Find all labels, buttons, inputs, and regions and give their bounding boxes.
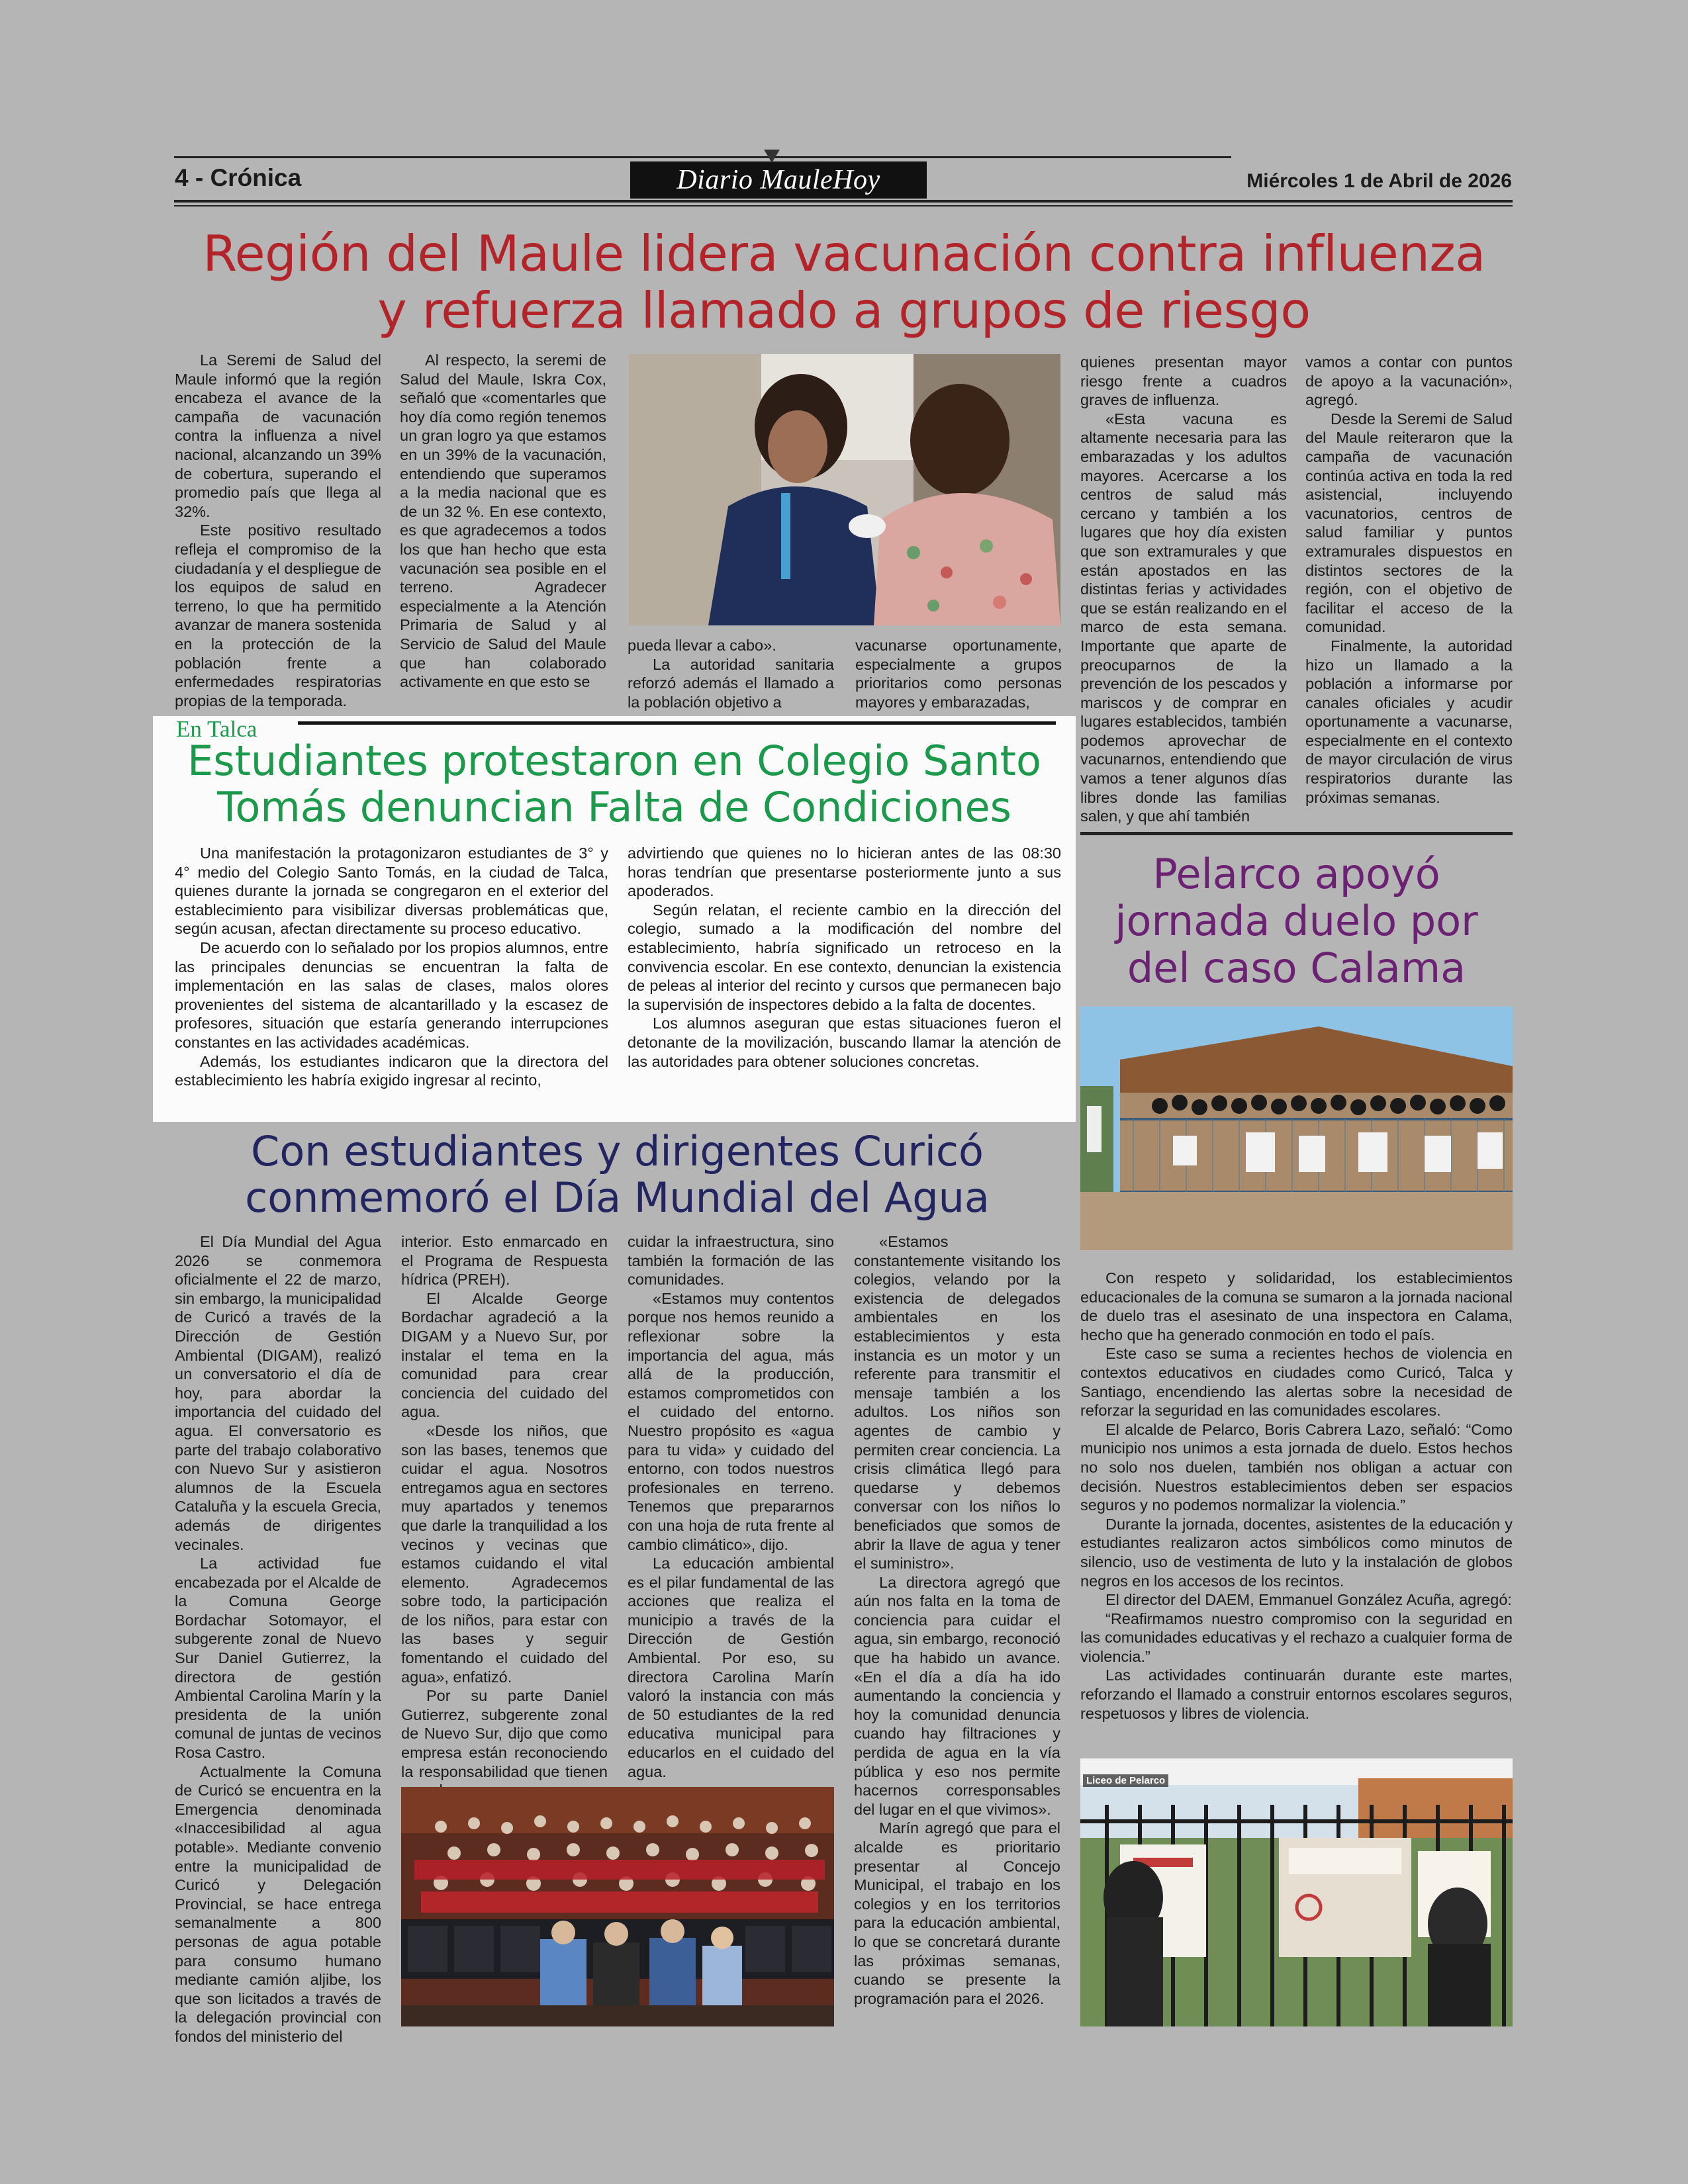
article3-headline-line1: Con estudiantes y dirigentes Curicó <box>251 1127 984 1175</box>
article1-column-3 <box>628 636 834 711</box>
article1-headline-line2: y refuerza llamado a grupos de riesgo <box>377 281 1311 340</box>
article3-headline-line2: conmemoró el Día Mundial del Agua <box>245 1173 990 1222</box>
paragraph: «Estamos constantemente visitando los colegios, velando por la existencia de delegados ambientales en los establecimientos y esta instancia es un motor y un referente para transmitir el mensaje también a los adultos. Los niños son agentes de cambio y permiten crear conciencia. La crisis climática llegó para quedarse y debemos conversar con los niños lo beneficiados que somos de abrir la llave de agua y tener el suministro». <box>854 1233 1060 1572</box>
article1-column-6 <box>1305 353 1513 807</box>
paragraph: «Esta vacuna es altamente necesaria para las embarazadas y los adultos mayores. Acercarse a los centros de salud más cercano y también a los lugares que hoy día existen que son extramurales y que están apostados en las distintas ferias y actividades que se están realizando en el marco de esta semana. Importante que aparte de preocuparnos de la prevención de los pescados y mariscos y de comprar en lugares establecidos, también podemos aprovechar de vacunarnos, entendiendo que vamos a tener algunos días libres donde las familias salen, y que ahí también <box>1080 410 1287 825</box>
paragraph: vamos a contar con puntos de apoyo a la vacunación», agregó. <box>1305 353 1513 409</box>
article4-headline-line1: Pelarco apoyó <box>1152 850 1440 898</box>
article1-headline <box>165 225 1523 339</box>
article1-column-4 <box>855 636 1062 711</box>
logo-text: Diario MauleHoy <box>677 165 880 195</box>
paragraph: Una manifestación la protagonizaron estudiantes de 3° y 4° medio del Colegio Santo Tomás, en la ciudad de Talca, quienes durante la jornada se congregaron en el exterior del establecimiento para visibilizar diversas problemáticas que, según acusan, afectan directamente su proceso educativo. <box>175 844 608 938</box>
paragraph: Marín agregó que para el alcalde es prioritario presentar al Concejo Municipal, el trabajo en los colegios y en los territorios para la educación ambiental, lo que se concretará durante las próximas semanas, cuando se presente la programación para el 2026. <box>854 1819 1060 2007</box>
students-fence-photo <box>1080 1758 1513 2026</box>
paragraph: cuidar la infraestructura, sino también la formación de las comunidades. <box>628 1233 834 1289</box>
article2-headline-line1: Estudiantes protestaron en Colegio Santo <box>187 737 1041 785</box>
article4-body <box>1080 1269 1513 1723</box>
article2-headline-line2: Tomás denuncian Falta de Condiciones <box>217 783 1011 831</box>
article2-column-2 <box>628 844 1061 1071</box>
paragraph: Las actividades continuarán durante este martes, reforzando el llamado a construir entornos escolares seguros, respetuosos y libres de violencia. <box>1080 1666 1513 1722</box>
paragraph: Actualmente la Comuna de Curicó se encuentra en la Emergencia denominada «Inaccesibilidad al agua potable». Mediante convenio entre la municipalidad de Curicó y Delegación Provincial, se hace entrega semanalmente a 800 personas de agua potable para consumo humano mediante camión aljibe, los que son licitados a través de la delegación provincial con fondos del ministerio del <box>175 1762 381 2045</box>
paragraph: El Día Mundial del Agua 2026 se conmemora oficialmente el 22 de marzo, sin embargo, la municipalidad de Curicó a través de la Dirección de Gestión Ambiental (DIGAM), realizó un conversatorio el día de hoy, para abordar la importancia del cuidado del agua. El conversatorio es parte del trabajo colaborativo con Nuevo Sur y asistieron alumnos de la Escuela Cataluña y la escuela Grecia, además de dirigentes vecinales. <box>175 1233 381 1553</box>
article4-top-rule <box>1080 832 1513 835</box>
masthead-bottom-rule <box>174 200 1513 203</box>
article2-kicker-rule <box>298 721 1056 725</box>
article1-headline-line1: Región del Maule lidera vacunación contra influenza <box>203 224 1485 283</box>
photo-caption: Liceo de Pelarco <box>1083 1774 1168 1787</box>
paragraph: interior. Esto enmarcado en el Programa de Respuesta hídrica (PREH). <box>401 1233 608 1289</box>
paragraph: Por su parte Daniel Gutierrez, subgerente zonal de Nuevo Sur, dijo que como empresa están reconociendo la responsabilidad que tienen <box>401 1687 608 1780</box>
article2-headline <box>153 738 1076 831</box>
paragraph: «Desde los niños, que son las bases, tenemos que cuidar el agua. Nosotros entregamos agua en sectores muy apartados y tenemos que darle la tranquilidad a los vecinos y vecinas que estamos cuidando el vital elemento. Agradecemos sobre todo, la participación de los niños, para estar con las bases y seguir fomentando el cuidado del agua», enfatizó. <box>401 1422 608 1686</box>
article1-column-2 <box>400 351 606 692</box>
article3-column-2 <box>401 1232 608 1800</box>
article3-column-1 <box>175 1232 381 2046</box>
paragraph: Durante la jornada, docentes, asistentes de la educación y estudiantes realizaron actos simbólicos como minutos de silencio, uso de vestimenta de luto y la instalación de globos negros en los accesos de los recintos. <box>1080 1515 1513 1590</box>
paragraph: El alcalde de Pelarco, Boris Cabrera Lazo, señaló: “Como municipio nos unimos a esta jornada de duelo. Estos hechos no solo nos duelen, también nos obligan a actuar con decisión. Nuestros establecimientos deben ser espacios seguros y no podemos normalizar la violencia.” <box>1080 1420 1513 1514</box>
paragraph: Este positivo resultado refleja el compromiso de la ciudadanía y el despliegue de los equipos de salud en terreno, lo que ha permitido avanzar de manera sostenida en la protección de la población frente a enfermedades respiratorias propias de la temporada. <box>175 522 381 709</box>
paragraph: Con respeto y solidaridad, los establecimientos educacionales de la comuna se sumaron a la jornada nacional de duelo tras el asesinato de una inspectora en Calama, hecho que ha generado conmoción en todo el país. <box>1080 1269 1513 1343</box>
paragraph: “Reafirmamos nuestro compromiso con la seguridad en las comunidades educativas y el rechazo a cualquier forma de violencia.” <box>1080 1610 1513 1665</box>
vaccination-photo <box>629 354 1060 625</box>
paragraph: La directora agregó que aún nos falta en la toma de conciencia para cuidar el agua, sin embargo, reconoció que ha habido un avance. «En el día a día ha ido aumentando la conciencia y hoy la comunidad denuncia cuando hay filtraciones y perdida de agua en la vía pública y eso nos permite hacernos corresponsables del lugar en el que vivimos». <box>854 1573 1060 1818</box>
paragraph: El Alcalde George Bordachar agradeció a la DIGAM y a Nuevo Sur, por instalar el tema en la comunidad para crear conciencia del cuidado del agua. <box>401 1289 608 1421</box>
paragraph: Desde la Seremi de Salud del Maule reiteraron que la campaña de vacunación continúa activa en toda la red asistencial, incluyendo vacunatorios, centros de salud familiar y puntos extramurales dispuestos en distintos sectores de la región, con el objetivo de facilitar el acceso de la comunidad. <box>1305 410 1513 636</box>
logo-pin-icon <box>764 150 780 163</box>
article4-headline-line3: del caso Calama <box>1127 944 1466 992</box>
paragraph: Este caso se suma a recientes hechos de violencia en contextos educativos en ciudades como Curicó, Talca y Santiago, encendiendo las alertas sobre la necesidad de reforzar la seguridad en las comunidades escolares. <box>1080 1345 1513 1420</box>
paragraph: Según relatan, el reciente cambio en la dirección del colegio, sumado a la modificación del nombre del establecimiento, habría significado un retroceso en la convivencia escolar. En ese contexto, denuncian la existencia de peleas al interior del recinto y cursos que permanecen bajo la supervisión de inspectores debido a la falta de docentes. <box>628 901 1061 1013</box>
article4-headline-line2: jornada duelo por <box>1115 897 1478 945</box>
paragraph: Además, los estudiantes indicaron que la directora del establecimiento les habría exigido ingresar al recinto, <box>175 1052 608 1089</box>
paragraph: Los alumnos aseguran que estas situaciones fueron el detonante de la movilización, buscando llamar la atención de las autoridades para obtener soluciones concretas. <box>628 1015 1061 1070</box>
paragraph: Al respecto, la seremi de Salud del Maule, Iskra Cox, señaló que «comentarles que hoy día como región tenemos un gran logro ya que estamos en un 39% de la vacunación, entendiendo que superamos a la media nacional que es de un 32 %. En ese contexto, es que agradecemos a todos los que han hecho que esta vacunación sea posible en el terreno. Agradecer especialmente a la Atención Primaria de Salud y al Servicio de Salud del Maule que han colaborado activamente en que esto se <box>400 351 606 691</box>
article1-column-5 <box>1080 353 1287 826</box>
masthead-bottom-rule-thin <box>174 205 1513 206</box>
article2-kicker: En Talca <box>176 716 258 742</box>
paragraph: vacunarse oportunamente, especialmente a grupos prioritarios como personas mayores y embarazadas, <box>855 637 1062 711</box>
paragraph: advirtiendo que quienes no lo hicieran antes de las 08:30 horas tendrían que presentarse posteriormente junto a sus apoderados. <box>628 844 1061 900</box>
article3-column-4 <box>854 1232 1060 2008</box>
paragraph: pueda llevar a cabo». <box>628 637 776 654</box>
auditorium-group-photo <box>401 1787 834 2026</box>
article4-headline <box>1080 850 1513 991</box>
page-section: 4 - Crónica <box>175 164 302 191</box>
article3-headline <box>159 1128 1076 1221</box>
article2-column-1 <box>175 844 608 1090</box>
article1-column-1 <box>175 351 381 710</box>
newspaper-logo <box>630 161 927 199</box>
masthead-top-rule <box>174 156 1231 158</box>
issue-date: Miércoles 1 de Abril de 2026 <box>1246 170 1512 192</box>
article3-column-3 <box>628 1232 834 1781</box>
paragraph: La Seremi de Salud del Maule informó que la región encabeza el avance de la campaña de vacunación contra la influenza a nivel nacional, alcanzando un 39% de cobertura, superando el promedio país que llega al 32%. <box>175 351 381 520</box>
paragraph: De acuerdo con lo señalado por los propios alumnos, entre las principales denuncias se encuentran la falta de implementación en las salas de clases, malos olores provenientes del sistema de alcantarillado y la escasez de profesores, situación que estaría generando interrupciones constantes en las actividades académicas. <box>175 938 608 1051</box>
paragraph: quienes presentan mayor riesgo frente a cuadros graves de influenza. <box>1080 353 1287 409</box>
school-balloons-photo <box>1080 1007 1513 1250</box>
paragraph: La actividad fue encabezada por el Alcalde de la Comuna George Bordachar Sotomayor, el subgerente zonal de Nuevo Sur Daniel Gutierrez, la directora de gestión Ambiental Carolina Marín y la presidenta de la unión comunal de juntas de vecinos Rosa Castro. <box>175 1555 381 1762</box>
paragraph: El director del DAEM, Emmanuel González Acuña, agregó: <box>1105 1591 1512 1609</box>
paragraph: La autoridad sanitaria reforzó además el llamado a la población objetivo a <box>628 655 834 711</box>
paragraph: La educación ambiental es el pilar fundamental de las acciones que realiza el municipio a través de la Dirección de Gestión Ambiental. Por eso, su directora Carolina Marín valoró la instancia con más de 50 estudiantes de la red educativa municipal para educarlos en el cuidado del agua. <box>628 1555 834 1780</box>
paragraph: «Estamos muy contentos porque nos hemos reunido a reflexionar sobre la importancia del agua, más allá de la producción, estamos comprometidos con el cuidado del entorno. Nuestro propósito es «agua para tu vida» y cuidado del entorno, con todos nuestros profesionales en terreno. Tenemos que prepararnos con una hoja de ruta frente al cambio climático», dijo. <box>628 1289 834 1553</box>
paragraph: Finalmente, la autoridad hizo un llamado a la población a informarse por canales oficiales y acudir oportunamente a vacunarse, especialmente en el contexto de mayor circulación de virus respiratorios durante las próximas semanas. <box>1305 637 1513 806</box>
